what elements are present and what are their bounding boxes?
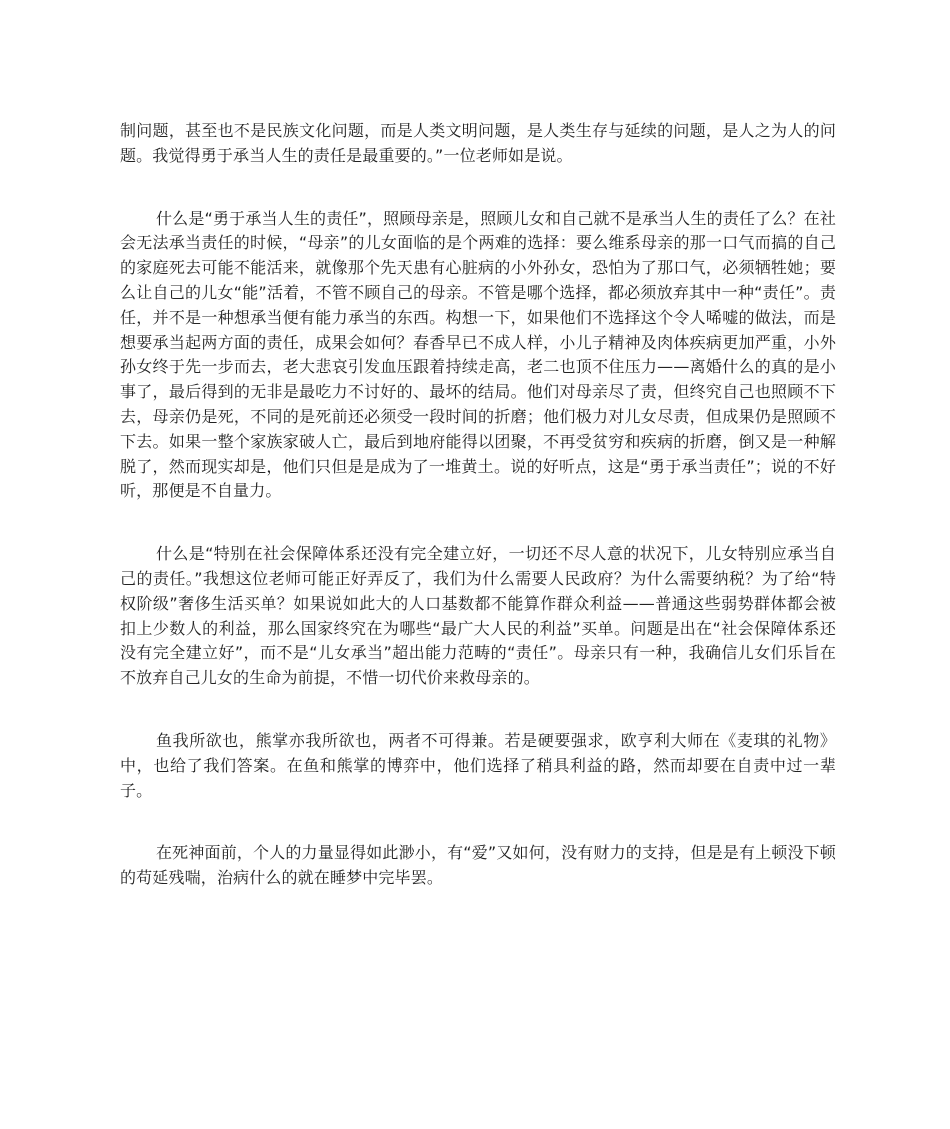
document-body [120,119,836,891]
paragraph-fish-and-bear-paw: 鱼我所欲也，熊掌亦我所欲也，两者不可得兼。若是硬要强求，欧亨利大师在《麦琪的礼物》中，也给了我们答案。在鱼和熊掌的博弈中，他们选择了稍具利益的路，然而却要在自责中过一辈子。 [120,730,836,800]
paragraph-continued: 制问题，甚至也不是民族文化问题，而是人类文明问题，是人类生存与延续的问题，是人之为人的问题。我觉得勇于承当人生的责任是最重要的。”一位老师如是说。 [120,121,836,165]
paragraph-death: 在死神面前，个人的力量显得如此渺小，有“爱”又如何，没有财力的支持，但是是有上顿没下顿的苟延残喘，治病什么的就在睡梦中完毕罢。 [120,843,836,888]
paragraph-gap [120,169,836,207]
paragraph-responsibility: 什么是“勇于承当人生的责任”，照顾母亲是，照顾儿女和自己就不是承当人生的责任了么？在社会无法承当责任的时候，“母亲”的儿女面临的是个两难的选择：要么维系母亲的那一口气而搞的自己的家庭死去可能不能活来，就像那个先天患有心脏病的小外孙女，恐怕为了那口气，必须牺牲她；要么让自己的儿女“能”活着，不管不顾自己的母亲。不管是哪个选择，都必须放弃其中一种“责任”。责任，并不是一种想承当便有能力承当的东西。构想一下，如果他们不选择这个令人唏嘘的做法，而是想要承当起两方面的责任，成果会如何？春香早已不成人样，小儿子精神及肉体疾病更加严重，小外孙女终于先一步而去，老大悲哀引发血压跟着持续走高，老二也顶不住压力——离婚什么的真的是小事了，最后得到的无非是最吃力不讨好的、最坏的结局。他们对母亲尽了责，但终究自己也照顾不下去，母亲仍是死，不同的是死前还必须受一段时间的折磨；他们极力对儿女尽责，但成果仍是照顾不下去。如果一整个家族家破人亡，最后到地府能得以团聚，不再受贫穷和疾病的折磨，倒又是一种解脱了，然而现实却是，他们只但是是成为了一堆黄土。说的好听点，这是“勇于承当责任”；说的不好听，那便是不自量力。 [120,208,836,501]
paragraph-social-security: 什么是“特别在社会保障体系还没有完全建立好，一切还不尽人意的状况下，儿女特别应承当自己的责任。”我想这位老师可能正好弄反了，我们为什么需要人民政府？为什么需要纳税？为了给“特权阶级”奢侈生活买单？如果说如此大的人口基数都不能算作群众利益——普通这些弱势群体都会被扣上少数人的利益，那么国家终究在为哪些“最广大人民的利益”买单。问题是出在“社会保障体系还没有完全建立好”，而不是“儿女承当”超出能力范畴的“责任”。母亲只有一种，我确信儿女们乐旨在不放弃自己儿女的生命为前提，不惜一切代价来救母亲的。 [120,544,836,688]
paragraph-gap [120,803,836,841]
paragraph-gap [120,691,836,729]
paragraph-gap [120,504,836,542]
